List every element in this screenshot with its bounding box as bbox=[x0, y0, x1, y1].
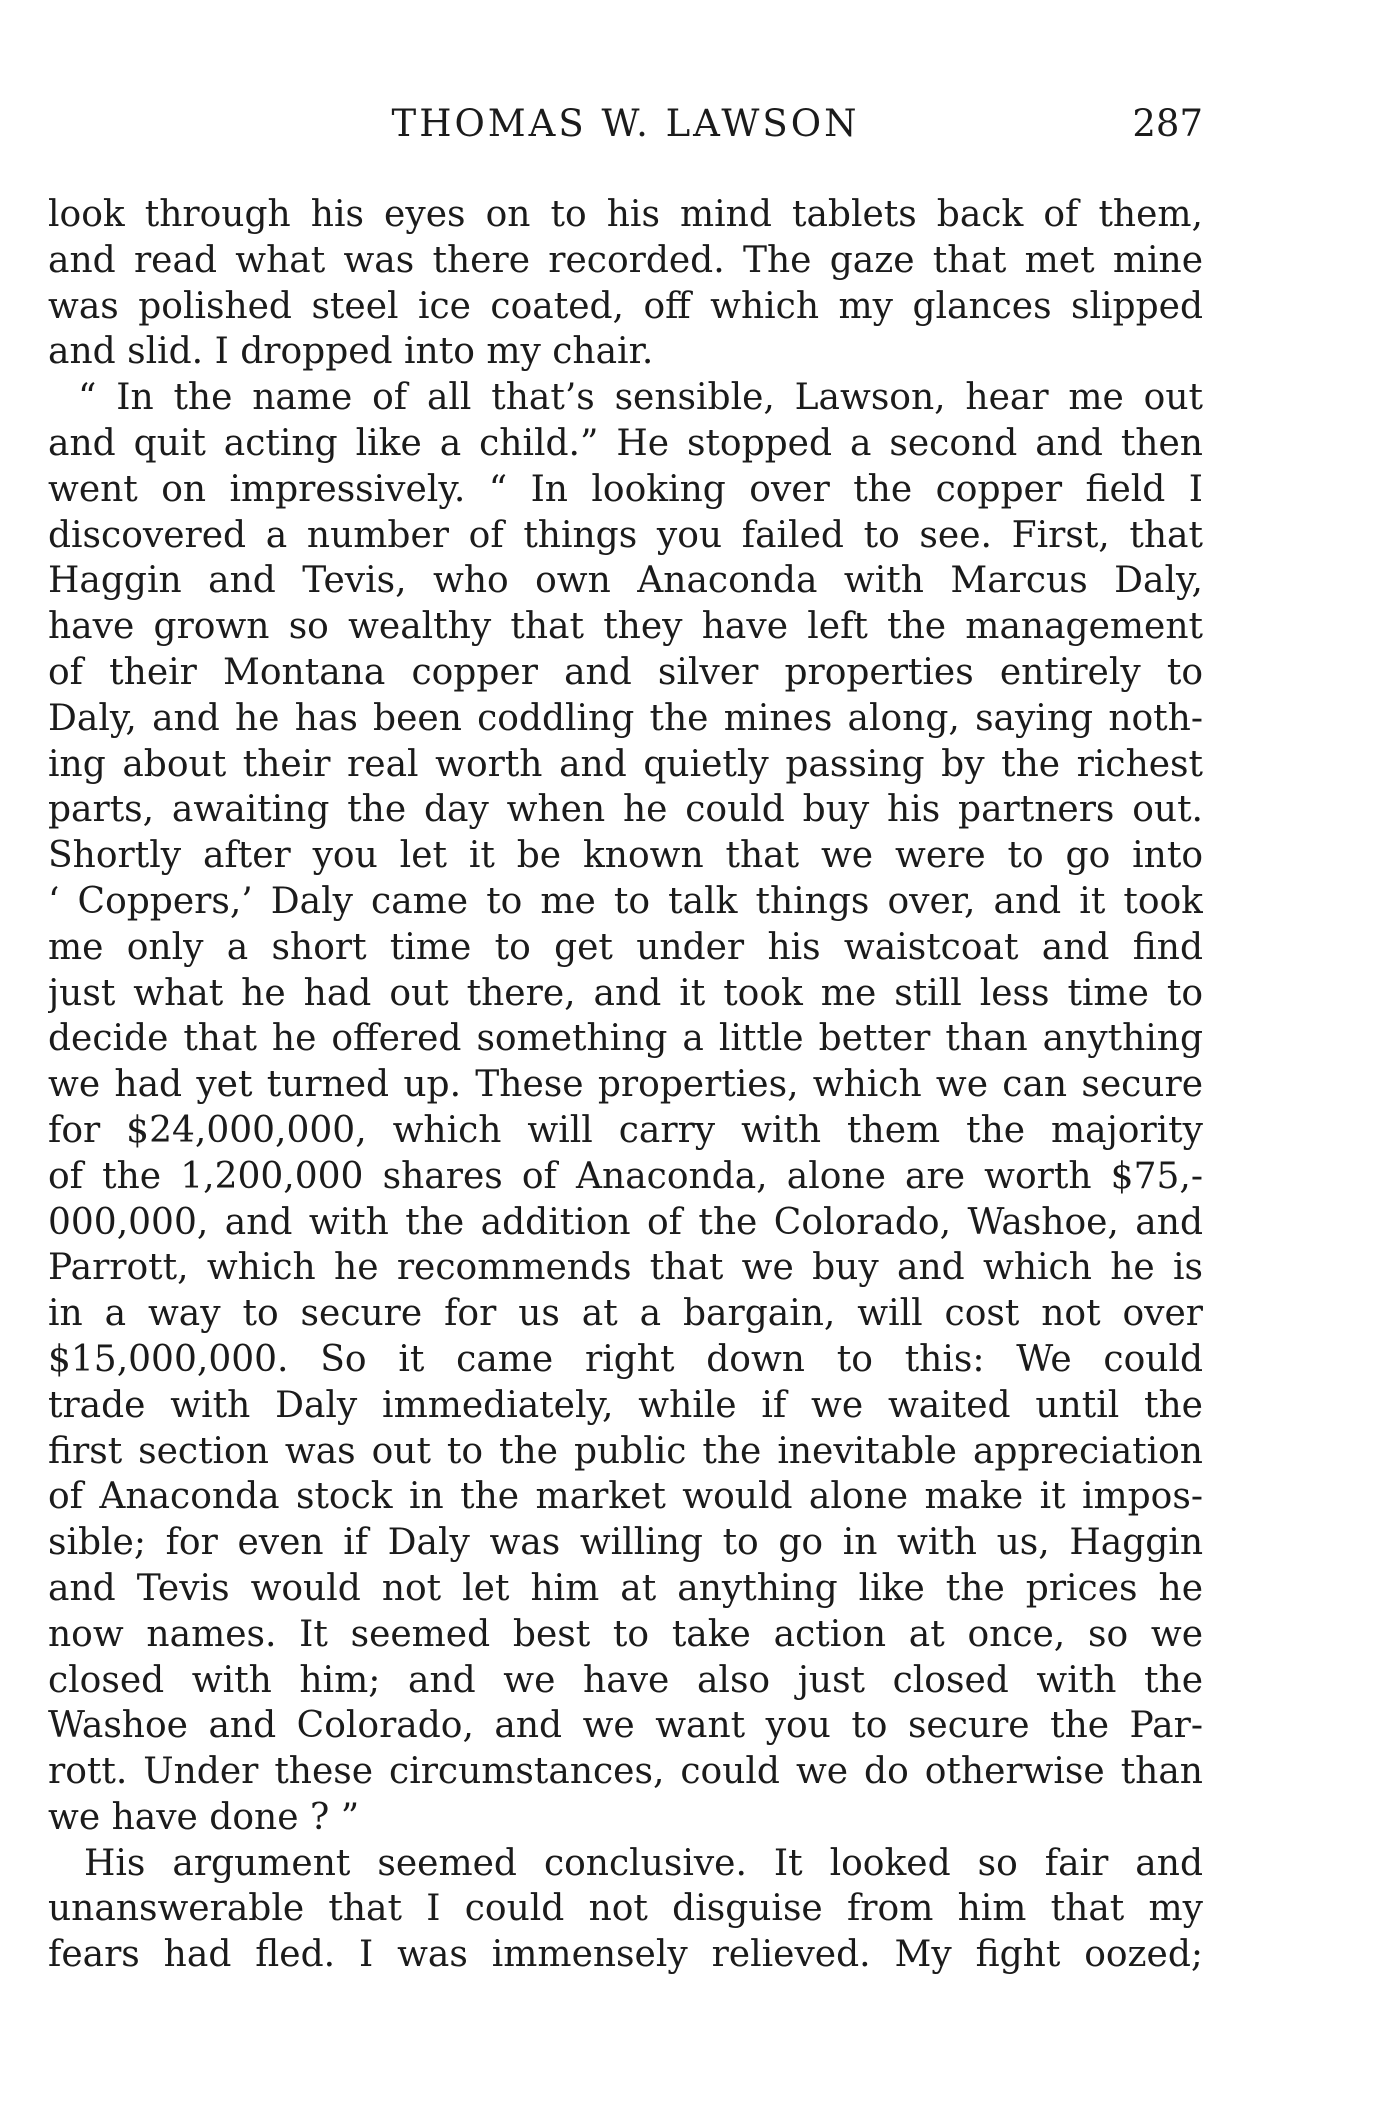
text-line: Haggin and Tevis, who own Anaconda with Marcus Daly, bbox=[48, 560, 1203, 602]
text-line: and read what was there recorded. The gaze that met mine bbox=[48, 239, 1203, 281]
body-text bbox=[48, 192, 1203, 1978]
text-line: and slid. I dropped into my chair. bbox=[48, 331, 654, 373]
text-line: look through his eyes on to his mind tablets back of them, bbox=[48, 194, 1203, 235]
text-line: His argument seemed conclusive. It looked so fair and bbox=[84, 1842, 1203, 1884]
text-line: went on impressively. “ In looking over the copper field I bbox=[48, 468, 1203, 510]
text-line: closed with him; and we have also just closed with the bbox=[48, 1659, 1203, 1701]
text-line: now names. It seemed best to take action at once, so we bbox=[48, 1613, 1203, 1655]
text-line: just what he had out there, and it took me still less time to bbox=[48, 972, 1203, 1014]
text-line: we had yet turned up. These properties, which we can secure bbox=[48, 1064, 1203, 1106]
text-line: trade with Daly immediately, while if we waited until the bbox=[48, 1384, 1203, 1426]
text-line: unanswerable that I could not disguise from him that my bbox=[48, 1888, 1203, 1930]
text-line: fears had fled. I was immensely relieved. My fight oozed; bbox=[48, 1934, 1203, 1976]
text-line: sible; for even if Daly was willing to go in with us, Haggin bbox=[48, 1522, 1203, 1564]
text-line: Washoe and Colorado, and we want you to secure the Par- bbox=[48, 1705, 1203, 1747]
text-line: Daly, and he has been coddling the mines along, saying noth- bbox=[48, 697, 1203, 739]
running-title: THOMAS W. LAWSON bbox=[391, 102, 860, 145]
text-line: in a way to secure for us at a bargain, will cost not over bbox=[48, 1293, 1203, 1335]
text-line: $15,000,000. So it came right down to this: We could bbox=[48, 1338, 1203, 1380]
page-header bbox=[48, 96, 1203, 152]
text-line: have grown so wealthy that they have left the management bbox=[48, 606, 1203, 648]
text-line: rott. Under these circumstances, could we do otherwise than bbox=[48, 1751, 1203, 1793]
text-line: Shortly after you let it be known that we were to go into bbox=[48, 835, 1203, 877]
text-line: 000,000, and with the addition of the Colorado, Washoe, and bbox=[48, 1201, 1203, 1243]
text-line: and quit acting like a child.” He stopped a second and then bbox=[48, 422, 1203, 464]
text-line: decide that he offered something a little better than anything bbox=[48, 1018, 1203, 1060]
text-line: we have done ? ” bbox=[48, 1796, 360, 1838]
text-line: ‘ Coppers,’ Daly came to me to talk things over, and it took bbox=[48, 880, 1203, 922]
text-line: ing about their real worth and quietly passing by the richest bbox=[48, 743, 1203, 785]
text-line: of the 1,200,000 shares of Anaconda, alone are worth $75,- bbox=[48, 1155, 1203, 1197]
text-line: discovered a number of things you failed to see. First, that bbox=[48, 514, 1203, 556]
text-line: “ In the name of all that’s sensible, Lawson, hear me out bbox=[78, 377, 1203, 419]
text-line: Parrott, which he recommends that we buy and which he is bbox=[48, 1247, 1203, 1289]
text-line: of Anaconda stock in the market would alone make it impos- bbox=[48, 1476, 1203, 1518]
text-line: of their Montana copper and silver properties entirely to bbox=[48, 651, 1203, 693]
text-line: and Tevis would not let him at anything like the prices he bbox=[48, 1567, 1203, 1609]
page-number: 287 bbox=[1132, 102, 1203, 145]
text-line: was polished steel ice coated, off which my glances slipped bbox=[48, 285, 1203, 327]
text-line: for $24,000,000, which will carry with them the majority bbox=[48, 1109, 1203, 1151]
text-line: first section was out to the public the inevitable appreciation bbox=[48, 1430, 1203, 1472]
text-line: me only a short time to get under his waistcoat and find bbox=[48, 926, 1203, 968]
text-line: parts, awaiting the day when he could buy his partners out. bbox=[48, 789, 1203, 831]
